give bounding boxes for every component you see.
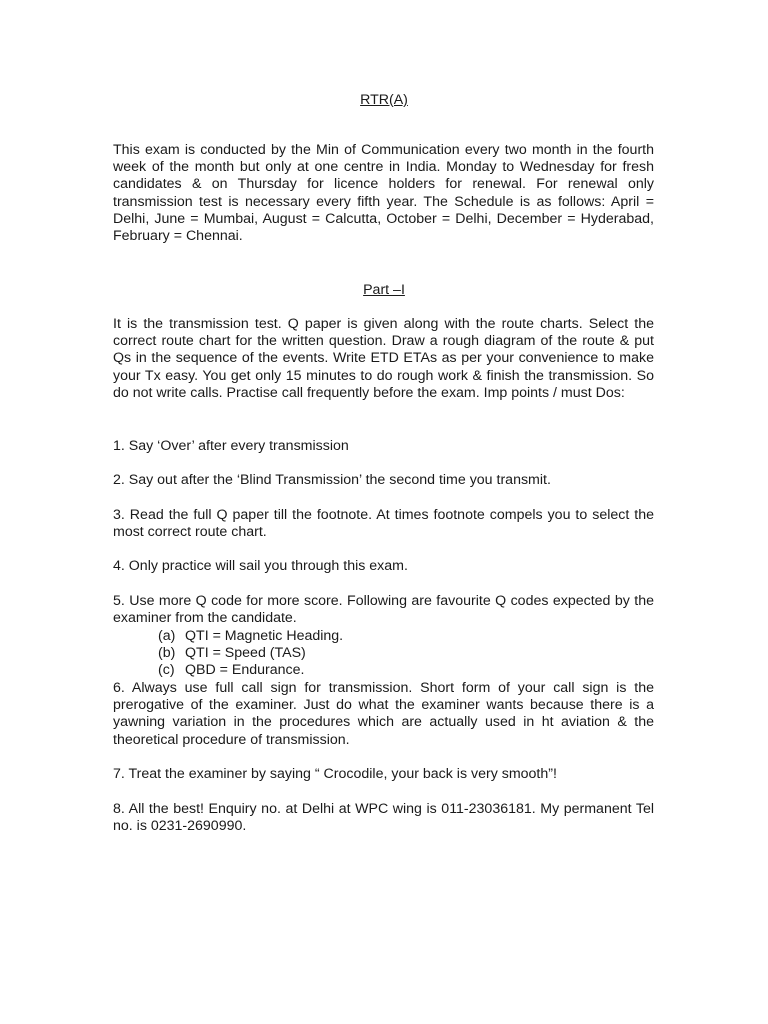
q-code-item-c-label: (c) xyxy=(158,662,175,678)
q-code-item-a-label: (a) xyxy=(158,628,176,644)
part-heading: Part –I xyxy=(363,282,405,298)
point-2: 2. Say out after the ‘Blind Transmission’ the second time you transmit. xyxy=(113,472,551,488)
point-5: 5. Use more Q code for more score. Following are favourite Q codes expected by the examiner from the candidate. xyxy=(113,593,654,627)
q-code-item-a xyxy=(158,628,343,645)
point-3: 3. Read the full Q paper till the footnote. At times footnote compels you to select the most correct route chart. xyxy=(113,507,654,541)
intro-paragraph: This exam is conducted by the Min of Communication every two month in the fourth week of the month but only at one centre in India. Monday to Wednesday for fresh candidates & on Thursday for licence holders for renewal. For renewal only transmission test is necessary every fifth year. The Schedule is as follows: April = Delhi, June = Mumbai, August = Calcutta, October = Delhi, December = Hyderabad, February = Chennai. xyxy=(113,142,654,245)
point-4: 4. Only practice will sail you through this exam. xyxy=(113,558,408,574)
part-intro-paragraph: It is the transmission test. Q paper is given along with the route charts. Select the correct route chart for the written question. Draw a rough diagram of the route & put Qs in the sequence of the events. Write ETD ETAs as per your convenience to make your Tx easy. You get only 15 minutes to do rough work & finish the transmission. So do not write calls. Practise call frequently before the exam. Imp points / must Dos: xyxy=(113,316,654,401)
q-code-item-c xyxy=(158,662,304,679)
document-title: RTR(A) xyxy=(360,92,408,108)
q-code-item-b-label: (b) xyxy=(158,645,176,661)
q-code-item-b-text: QTI = Speed (TAS) xyxy=(185,645,306,661)
point-8: 8. All the best! Enquiry no. at Delhi at WPC wing is 011-23036181. My permanent Tel no. is 0231-2690990. xyxy=(113,801,654,835)
q-code-item-b xyxy=(158,645,306,662)
point-6: 6. Always use full call sign for transmission. Short form of your call sign is the prerogative of the examiner. Just do what the examiner wants because there is a yawning variation in the procedures which are actually used in ht aviation & the theoretical procedure of transmission. xyxy=(113,680,654,748)
point-1: 1. Say ‘Over’ after every transmission xyxy=(113,438,349,454)
point-7: 7. Treat the examiner by saying “ Crocodile, your back is very smooth”! xyxy=(113,766,557,782)
q-code-item-c-text: QBD = Endurance. xyxy=(185,662,305,678)
q-code-item-a-text: QTI = Magnetic Heading. xyxy=(185,628,344,644)
